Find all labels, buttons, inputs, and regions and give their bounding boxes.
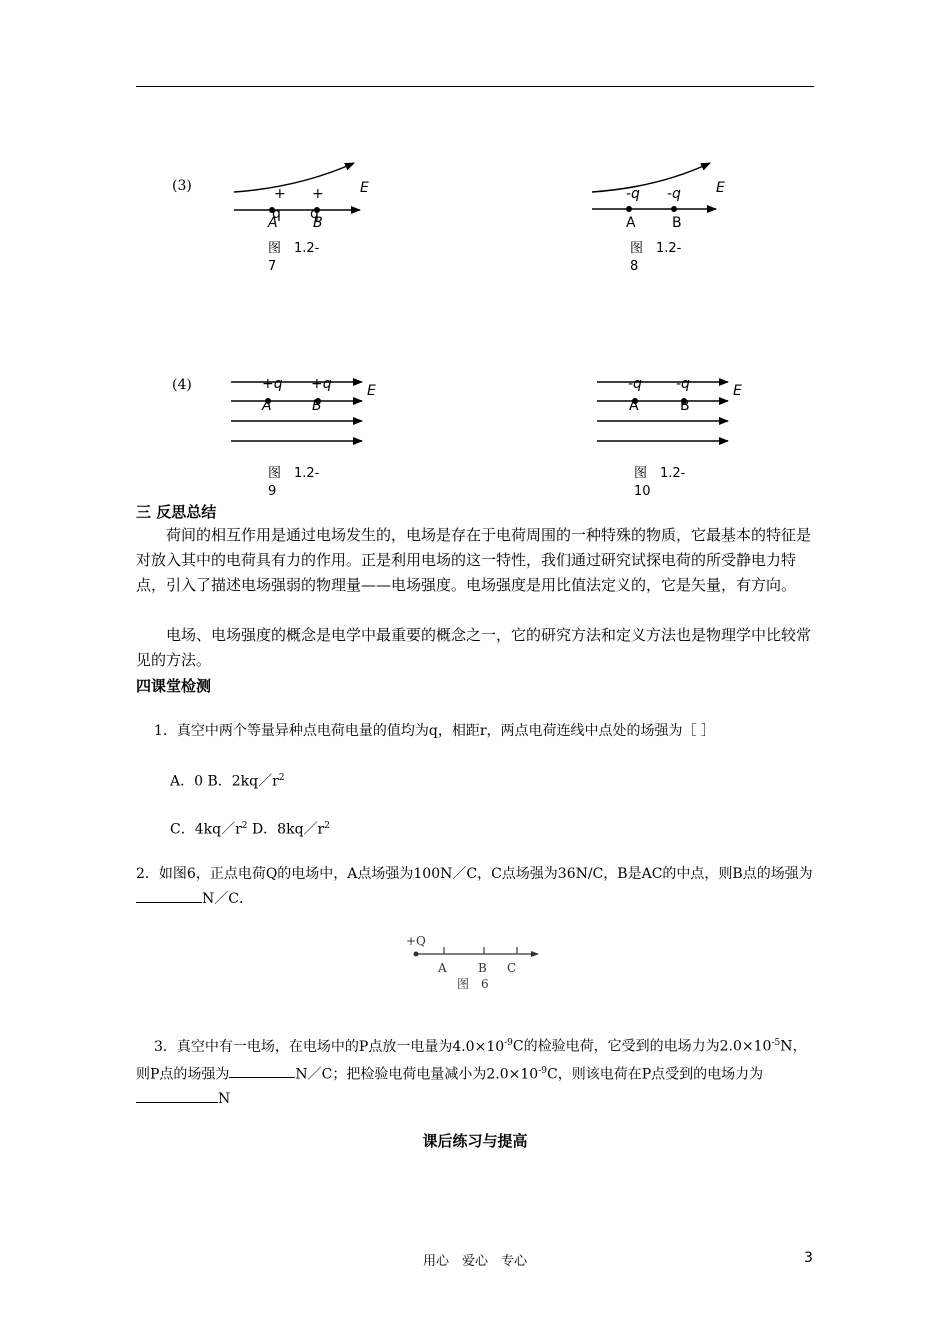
field-label: E [367,383,376,399]
figure-6-point-b: B [478,961,487,975]
figure-6-caption: 图 6 [457,977,489,991]
point-b-label: B [680,398,690,414]
header-rule [136,86,814,87]
curved-field-line [592,163,710,192]
charge-a-label: + [274,186,286,202]
question-3: 3．真空中有一电场，在电场中的P点放一电量为$4.0\times 10^{-9}C$的检验电荷，它受到的电场力为$2.0\times 10^{-5}N$，则P点的场强为 N／C；把检验电荷电量减小为$2.0\times 10^{-9}C$，则该电荷在P点受到的电场力为N [136,1038,807,1108]
figure-6-charge-label: +Q [406,934,426,948]
question-2: 2．如图6，正点电荷Q的电场中，A点场强为100N／C，C点场强为36N/C，B是AC的中点，则B点的场强为N／C． [136,866,813,907]
field-label: E [360,180,369,196]
figure-6-point-a: A [438,961,447,975]
answer-blank[interactable] [136,886,202,903]
charge-b-label: +q [311,376,332,392]
figure-caption: 图 1.2- 9 [268,466,320,499]
figure-caption: 图 1.2- 7 [268,241,320,274]
figure-caption: 图 1.2- 8 [630,241,682,274]
point-a-dot [626,206,632,212]
charge-a-label: -q [628,376,642,392]
section-heading-reflection: 三 反思总结 [136,503,217,521]
footer-text: 用心 爱心 专心 [422,1254,527,1269]
reflection-paragraph-1: 荷间的相互作用是通过电场发生的，电场是存在于电荷周围的一种特殊的物质，它最基本的特征是对放入其中的电荷具有力的作用。正是利用电场的这一特性，我们通过研究试探电荷的所受静电力特点，引入了描述电场强弱的物理量——电场强度。电场强度是用比值法定义的，它是矢量，有方向。 [136,526,812,594]
point-b-label: B [312,398,322,414]
question-1-options-ab: A．0 B．$2kq/r^2$ [170,773,285,790]
point-b-label: B [672,215,682,231]
point-a-label: A [268,215,278,231]
figure-caption: 图 1.2- 10 [634,466,686,499]
charge-b-label: -q [676,376,690,392]
reflection-paragraph-2: 电场、电场强度的概念是电学中最重要的概念之一，它的研究方法和定义方法也是物理学中比较常见的方法。 [136,626,812,669]
field-label: E [733,383,742,399]
point-b-label: B [313,215,323,231]
charge-a-label: +q [262,376,283,392]
curved-field-line [234,163,354,192]
question-1-options-cd: C．$4kq/r^2$ D．$8kq/r^2$ [170,821,330,838]
charge-a-label: -q [626,186,640,202]
point-a-label: A [262,398,272,414]
charge-b-label-q: q [310,206,319,222]
question-1: 1．真空中两个等量异种点电荷电量的值均为q，相距r，两点电荷连线中点处的场强为［ ］ [154,723,716,739]
figure-1-2-7 [226,155,396,240]
figure-group-label-4: (4) [172,377,192,393]
answer-blank-force[interactable] [136,1086,218,1103]
charge-b-label: + [312,186,324,202]
point-a-label: A [629,398,639,414]
figure-6-point-c: C [507,961,517,975]
charge-a-label-q: q [272,206,281,222]
figure-1-2-10 [592,372,742,452]
point-b-dot [671,206,677,212]
figure-group-label-3: (3) [172,178,192,194]
answer-blank-field-strength[interactable] [229,1061,295,1078]
after-class-title: 课后练习与提高 [422,1132,528,1150]
point-a-label: A [626,215,636,231]
figure-1-2-9 [226,372,376,452]
section-heading-class-test: 四课堂检测 [136,677,212,695]
page-number: 3 [804,1250,813,1266]
charge-dot [414,952,419,957]
charge-b-label: -q [667,186,681,202]
field-label: E [716,180,725,196]
